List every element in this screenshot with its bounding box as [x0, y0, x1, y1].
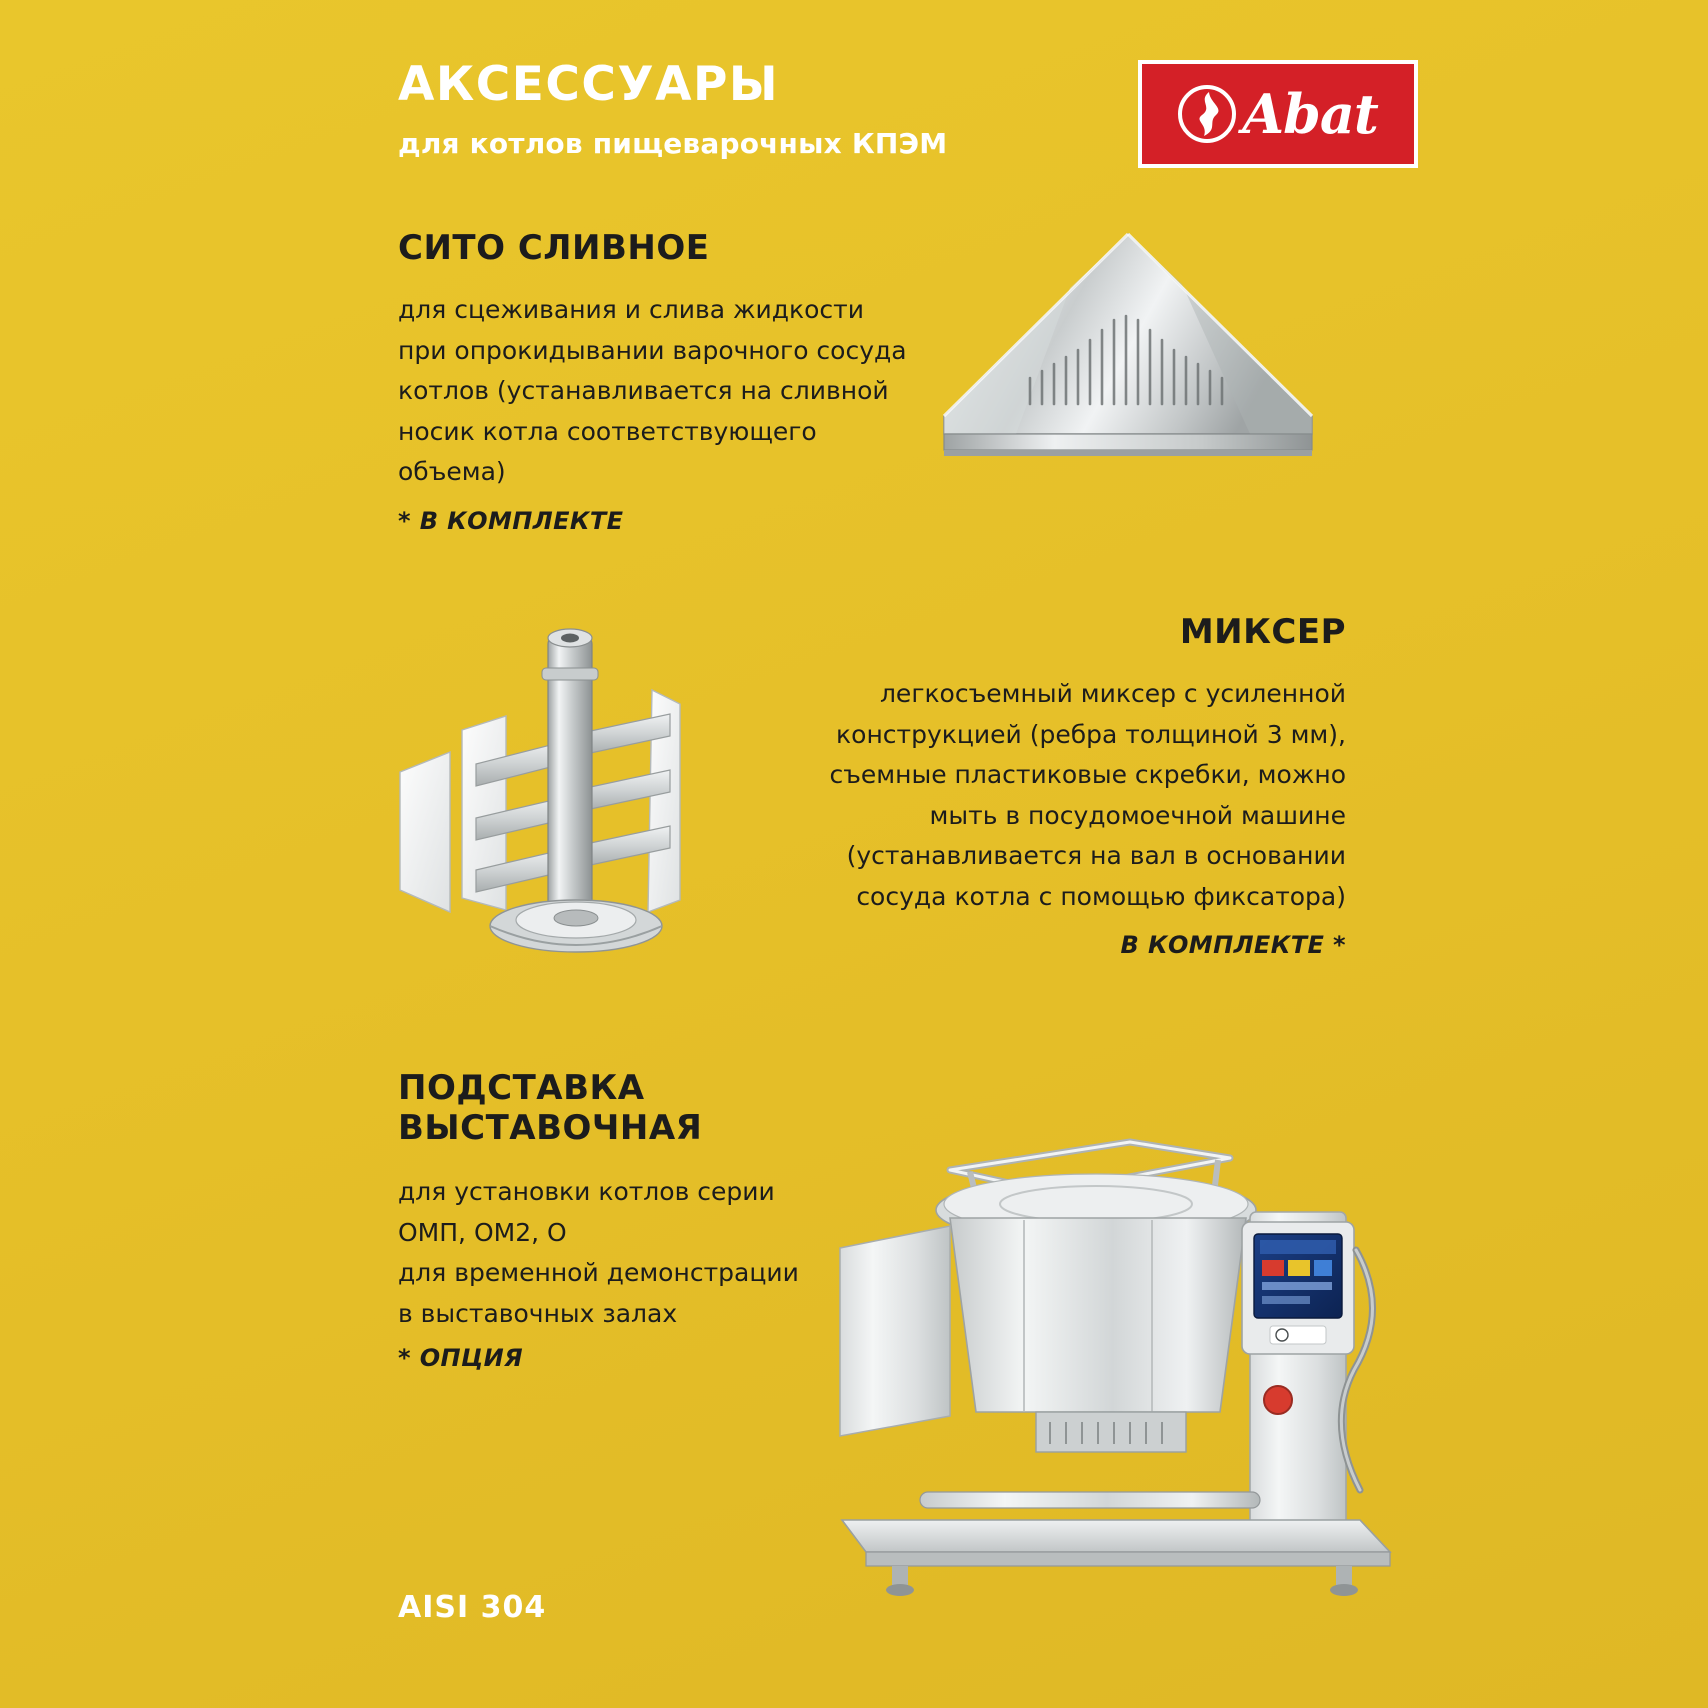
section-mixer-note: В КОМПЛЕКТЕ *: [1120, 931, 1346, 959]
drain-sieve-photo: [920, 228, 1340, 488]
section-stand-body-line2: ОМП, ОМ2, О: [398, 1217, 567, 1247]
brand-logo: [1138, 60, 1418, 168]
logo-inner: [1178, 82, 1378, 146]
header: [398, 57, 1158, 161]
section-stand-body-line4: в выставочных залах: [398, 1298, 678, 1328]
section-mixer-body: легкосъемный миксер с усиленной конструкцией (ребра толщиной 3 мм), съемные пластиковые скребки, можно мыть в посудомоечной машине (устанавливается на вал в основании сосуда котла с помощью фиксатора): [829, 679, 1346, 911]
section-sieve-heading: СИТО СЛИВНОЕ: [398, 228, 710, 268]
section-stand-body-line3: для временной демонстрации: [398, 1258, 799, 1287]
section-sieve-body: для сцеживания и слива жидкости при опрокидывании варочного сосуда котлов (устанавливается на сливной носик котла соответствующего объема): [398, 295, 907, 486]
section-mixer-text: [766, 612, 1346, 959]
section-sieve-text: [398, 228, 918, 535]
exhibition-stand-photo: [800, 1100, 1420, 1600]
page-title: АКСЕССУАРЫ: [398, 57, 780, 112]
material-code: AISI 304: [398, 1590, 547, 1625]
section-stand-note: * ОПЦИЯ: [398, 1344, 524, 1372]
section-stand-body-line1: для установки котлов серии: [398, 1177, 775, 1206]
section-stand-heading: ПОДСТАВКА ВЫСТАВОЧНАЯ: [398, 1068, 703, 1148]
section-mixer-heading: МИКСЕР: [1179, 612, 1346, 652]
section-sieve-note: * В КОМПЛЕКТЕ: [398, 506, 624, 535]
abat-flame-icon: [1178, 82, 1236, 146]
logo-text: Abat: [1242, 82, 1378, 146]
section-stand-text: [398, 1068, 868, 1372]
mixer-photo: [380, 612, 780, 982]
page-subtitle: для котлов пищеварочных КПЭМ: [398, 127, 948, 161]
